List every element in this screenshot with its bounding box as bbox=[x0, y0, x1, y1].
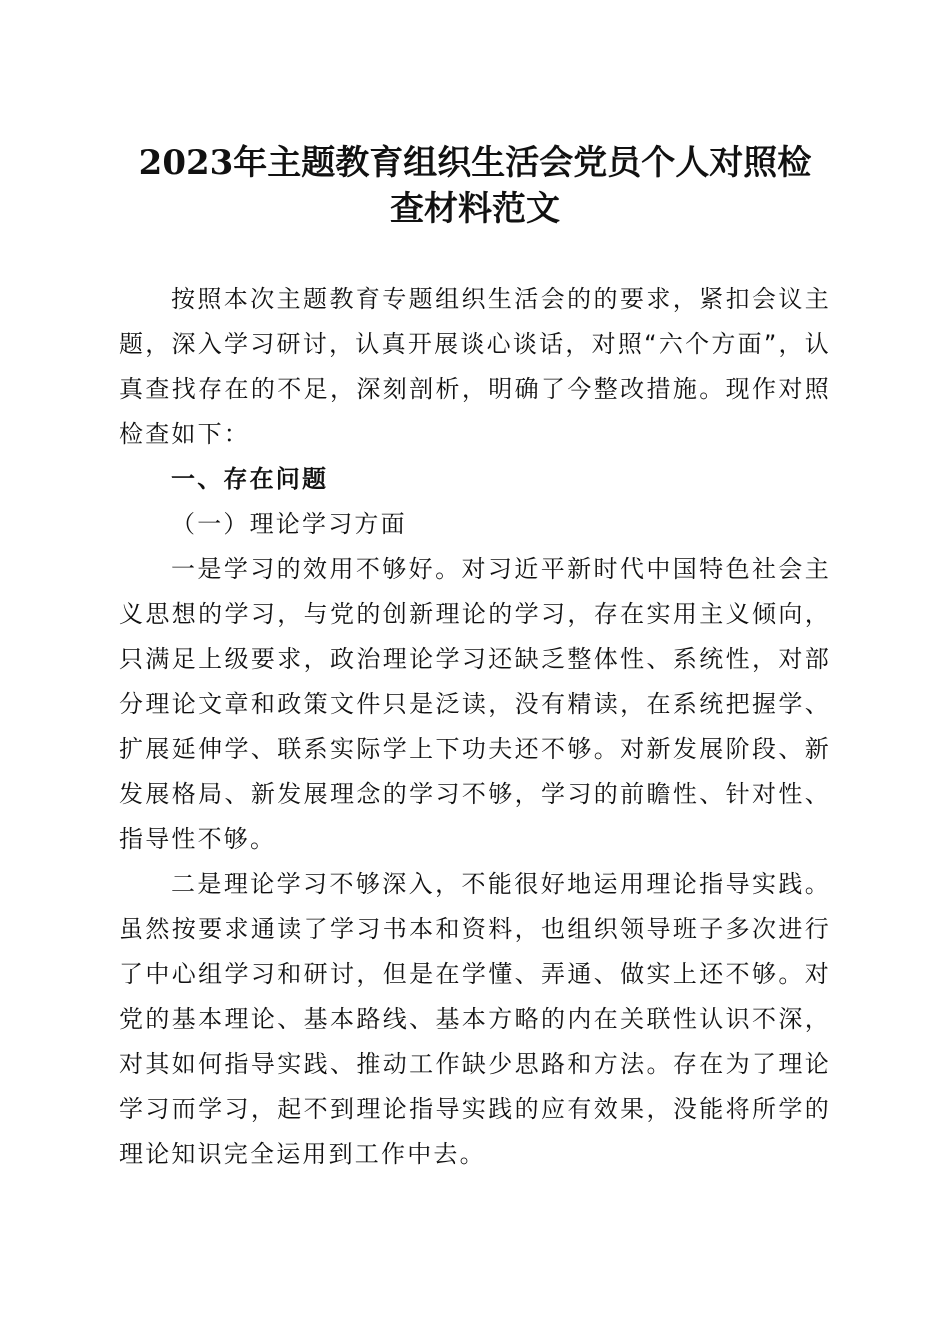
subsection-heading: （一）理论学习方面 bbox=[171, 510, 407, 538]
title-line-1: 2023年主题教育组织生活会党员个人对照检 bbox=[138, 143, 812, 183]
paragraph-1: 一是学习的效用不够好。对习近平新时代中国特色社会主义思想的学习，与党的创新理论的学习，存在实用主义倾向，只满足上级要求，政治理论学习还缺乏整体性、系统性，对部分理论文章和政策文件只是泛读，没有精读，在系统把握学、扩展延伸学、联系实际学上下功夫还不够。对新发展阶段、新发展格局、新发展理念的学习不够，学习的前瞻性、针对性、指导性不够。 bbox=[119, 555, 831, 853]
document-body bbox=[119, 277, 831, 1177]
paragraph-2: 二是理论学习不够深入，不能很好地运用理论指导实践。虽然按要求通读了学习书本和资料，也组织领导班子多次进行了中心组学习和研讨，但是在学懂、弄通、做实上还不够。对党的基本理论、基本路线、基本方略的内在关联性认识不深，对其如何指导实践、推动工作缺少思路和方法。存在为了理论学习而学习，起不到理论指导实践的应有效果，没能将所学的理论知识完全运用到工作中去。 bbox=[119, 870, 831, 1168]
intro-paragraph: 按照本次主题教育专题组织生活会的的要求，紧扣会议主题，深入学习研讨，认真开展谈心谈话，对照“六个方面”，认真查找存在的不足，深刻剖析，明确了今整改措施。现作对照检查如下： bbox=[119, 285, 831, 448]
title-line-2: 查材料范文 bbox=[390, 189, 560, 229]
section-heading: 一、存在问题 bbox=[171, 465, 329, 493]
document-title bbox=[100, 140, 850, 232]
